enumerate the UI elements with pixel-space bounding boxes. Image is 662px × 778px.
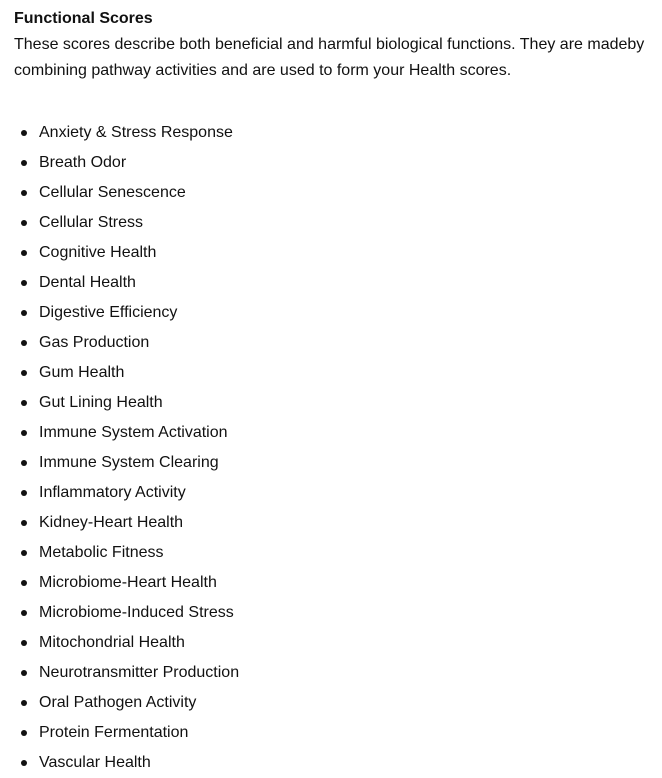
bullet-icon bbox=[21, 610, 27, 616]
bullet-icon bbox=[21, 400, 27, 406]
bullet-icon bbox=[21, 310, 27, 316]
list-item bbox=[14, 208, 239, 238]
list-item-label: Protein Fermentation bbox=[39, 724, 189, 741]
bullet-icon bbox=[21, 190, 27, 196]
list-item bbox=[14, 418, 239, 448]
list-item-label: Mitochondrial Health bbox=[39, 634, 185, 651]
list-item bbox=[14, 448, 239, 478]
bullet-icon bbox=[21, 760, 27, 766]
list-item-label: Oral Pathogen Activity bbox=[39, 694, 197, 711]
list-item-label: Metabolic Fitness bbox=[39, 544, 164, 561]
list-item-label: Cognitive Health bbox=[39, 244, 157, 261]
list-item bbox=[14, 538, 239, 568]
functional-scores-list bbox=[14, 118, 239, 778]
list-item bbox=[14, 238, 239, 268]
list-item bbox=[14, 268, 239, 298]
list-item bbox=[14, 508, 239, 538]
list-item-label: Digestive Efficiency bbox=[39, 304, 178, 321]
bullet-icon bbox=[21, 340, 27, 346]
list-item-label: Vascular Health bbox=[39, 754, 151, 771]
list-item bbox=[14, 568, 239, 598]
list-item bbox=[14, 298, 239, 328]
list-item bbox=[14, 658, 239, 688]
list-item bbox=[14, 688, 239, 718]
list-item bbox=[14, 148, 239, 178]
list-item-label: Microbiome-Induced Stress bbox=[39, 604, 234, 621]
list-item-label: Gas Production bbox=[39, 334, 150, 351]
list-item-label: Breath Odor bbox=[39, 154, 127, 171]
list-item bbox=[14, 748, 239, 778]
bullet-icon bbox=[21, 730, 27, 736]
bullet-icon bbox=[21, 520, 27, 526]
list-item-label: Gut Lining Health bbox=[39, 394, 163, 411]
bullet-icon bbox=[21, 280, 27, 286]
bullet-icon bbox=[21, 460, 27, 466]
list-item bbox=[14, 628, 239, 658]
list-item-label: Inflammatory Activity bbox=[39, 484, 186, 501]
list-item-label: Gum Health bbox=[39, 364, 125, 381]
section-title: Functional Scores bbox=[14, 10, 153, 27]
list-item bbox=[14, 118, 239, 148]
bullet-icon bbox=[21, 250, 27, 256]
list-item bbox=[14, 478, 239, 508]
list-item bbox=[14, 358, 239, 388]
functional-scores-section bbox=[0, 0, 654, 84]
bullet-icon bbox=[21, 640, 27, 646]
list-item bbox=[14, 718, 239, 748]
list-item bbox=[14, 178, 239, 208]
section-description: These scores describe both beneficial and harmful biological functions. They are madeby combining pathway activities and are used to form your Health scores. bbox=[14, 36, 645, 79]
bullet-icon bbox=[21, 550, 27, 556]
bullet-icon bbox=[21, 430, 27, 436]
bullet-icon bbox=[21, 370, 27, 376]
list-item bbox=[14, 388, 239, 418]
list-item-label: Immune System Clearing bbox=[39, 454, 219, 471]
bullet-icon bbox=[21, 220, 27, 226]
bullet-icon bbox=[21, 700, 27, 706]
list-item-label: Dental Health bbox=[39, 274, 136, 291]
list-item bbox=[14, 328, 239, 358]
bullet-icon bbox=[21, 160, 27, 166]
list-item-label: Cellular Stress bbox=[39, 214, 144, 231]
list-item-label: Immune System Activation bbox=[39, 424, 228, 441]
bullet-icon bbox=[21, 580, 27, 586]
list-item-label: Neurotransmitter Production bbox=[39, 664, 240, 681]
list-item bbox=[14, 598, 239, 628]
list-item-label: Kidney-Heart Health bbox=[39, 514, 184, 531]
list-item-label: Microbiome-Heart Health bbox=[39, 574, 217, 591]
bullet-icon bbox=[21, 670, 27, 676]
bullet-icon bbox=[21, 490, 27, 496]
list-item-label: Cellular Senescence bbox=[39, 184, 186, 201]
bullet-icon bbox=[21, 130, 27, 136]
list-item-label: Anxiety & Stress Response bbox=[39, 124, 233, 141]
